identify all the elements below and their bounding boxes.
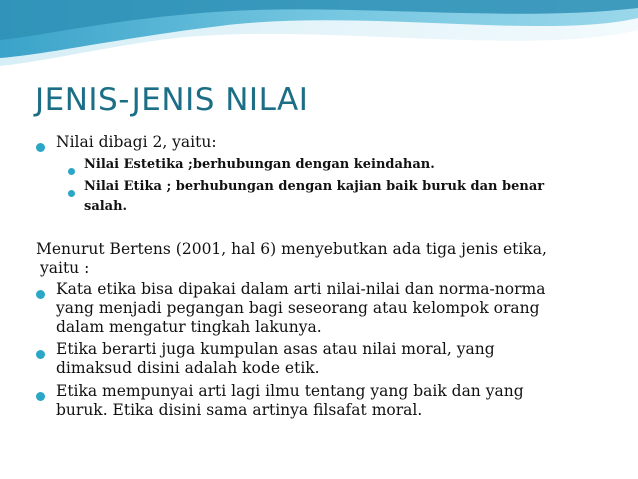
bullet-icon <box>36 392 45 401</box>
paragraph-line2: yaitu : <box>40 259 90 277</box>
bullet-icon <box>36 290 45 299</box>
bullet-icon <box>36 350 45 359</box>
point1-line3: dalam mengatur tingkah lakunya. <box>56 318 322 336</box>
point1-line2: yang menjadi pegangan bagi seseorang atau kelompok orang <box>56 299 540 317</box>
sub-item-etika-line1: Nilai Etika ; berhubungan dengan kajian baik buruk dan benar <box>84 179 545 194</box>
paragraph-line1: Menurut Bertens (2001, hal 6) menyebutkan ada tiga jenis etika, <box>36 240 547 258</box>
point2-line1: Etika berarti juga kumpulan asas atau nilai moral, yang <box>56 340 495 358</box>
point2-line2: dimaksud disini adalah kode etik. <box>56 359 320 377</box>
sub-item-estetika: Nilai Estetika ;berhubungan dengan keindahan. <box>84 157 435 172</box>
bullet-icon <box>68 190 75 197</box>
point1-line1: Kata etika bisa dipakai dalam arti nilai-nilai dan norma-norma <box>56 280 546 298</box>
point3-line1: Etika mempunyai arti lagi ilmu tentang yang baik dan yang <box>56 382 524 400</box>
header-wave-decoration <box>0 0 638 70</box>
point3-line2: buruk. Etika disini sama artinya filsafat moral. <box>56 401 423 419</box>
intro-text: Nilai dibagi 2, yaitu: <box>56 133 217 151</box>
slide-title: JENIS-JENIS NILAI <box>35 82 309 118</box>
bullet-icon <box>36 143 45 152</box>
sub-item-etika-line2: salah. <box>84 199 128 214</box>
bullet-icon <box>68 168 75 175</box>
